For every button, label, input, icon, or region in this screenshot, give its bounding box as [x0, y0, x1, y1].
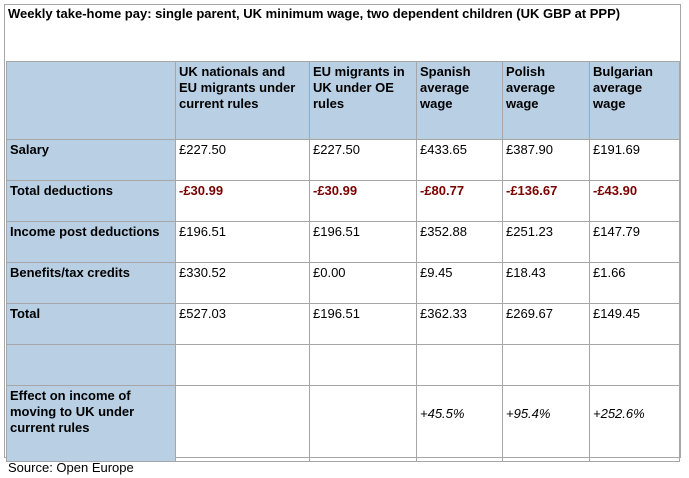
table-cell: £18.43	[503, 263, 590, 304]
table-cell: -£30.99	[176, 181, 310, 222]
table-cell: £269.67	[503, 304, 590, 345]
table-cell	[310, 386, 417, 462]
row-label: Effect on income of moving to UK under current rules	[7, 386, 176, 462]
row-label: Income post deductions	[7, 222, 176, 263]
table-cell-empty	[503, 345, 590, 386]
table-cell: £191.69	[590, 140, 680, 181]
table-cell-empty	[417, 345, 503, 386]
table-cell: £352.88	[417, 222, 503, 263]
table-row	[7, 140, 680, 181]
table-cell: £330.52	[176, 263, 310, 304]
table-row	[7, 263, 680, 304]
table-cell: £196.51	[310, 304, 417, 345]
table-cell: +95.4%	[503, 386, 590, 462]
column-header: Polish average wage	[503, 62, 590, 140]
header-row	[7, 62, 680, 140]
corner-cell	[7, 62, 176, 140]
table-cell: £1.66	[590, 263, 680, 304]
table-cell: £387.90	[503, 140, 590, 181]
table-cell: £433.65	[417, 140, 503, 181]
table-cell: £227.50	[176, 140, 310, 181]
row-label: Salary	[7, 140, 176, 181]
table-cell-empty	[590, 345, 680, 386]
table-cell-empty	[310, 345, 417, 386]
source-note: Source: Open Europe	[8, 460, 134, 475]
table-cell: £196.51	[310, 222, 417, 263]
table-cell: £527.03	[176, 304, 310, 345]
row-label: Total deductions	[7, 181, 176, 222]
table-cell: £0.00	[310, 263, 417, 304]
table-cell: £149.45	[590, 304, 680, 345]
table-row	[7, 181, 680, 222]
table-cell: +252.6%	[590, 386, 680, 462]
effect-row	[7, 386, 680, 462]
table-cell: £362.33	[417, 304, 503, 345]
column-header: Spanish average wage	[417, 62, 503, 140]
spacer-row	[7, 345, 680, 386]
row-label: Benefits/tax credits	[7, 263, 176, 304]
table-cell: -£136.67	[503, 181, 590, 222]
table-cell: £251.23	[503, 222, 590, 263]
table-row	[7, 304, 680, 345]
table-cell: £147.79	[590, 222, 680, 263]
table-row	[7, 222, 680, 263]
column-header: EU migrants in UK under OE rules	[310, 62, 417, 140]
table-cell-empty	[176, 345, 310, 386]
table-cell: £227.50	[310, 140, 417, 181]
row-label-empty	[7, 345, 176, 386]
table-cell: +45.5%	[417, 386, 503, 462]
table-cell	[176, 386, 310, 462]
table-cell: -£80.77	[417, 181, 503, 222]
table-cell: -£30.99	[310, 181, 417, 222]
column-header: Bulgarian average wage	[590, 62, 680, 140]
table-cell: £196.51	[176, 222, 310, 263]
table-cell: -£43.90	[590, 181, 680, 222]
row-label: Total	[7, 304, 176, 345]
table-cell: £9.45	[417, 263, 503, 304]
column-header: UK nationals and EU migrants under current rules	[176, 62, 310, 140]
table-title: Weekly take-home pay: single parent, UK minimum wage, two dependent children (UK GBP at PPP)	[8, 6, 621, 21]
pay-table	[6, 61, 680, 462]
